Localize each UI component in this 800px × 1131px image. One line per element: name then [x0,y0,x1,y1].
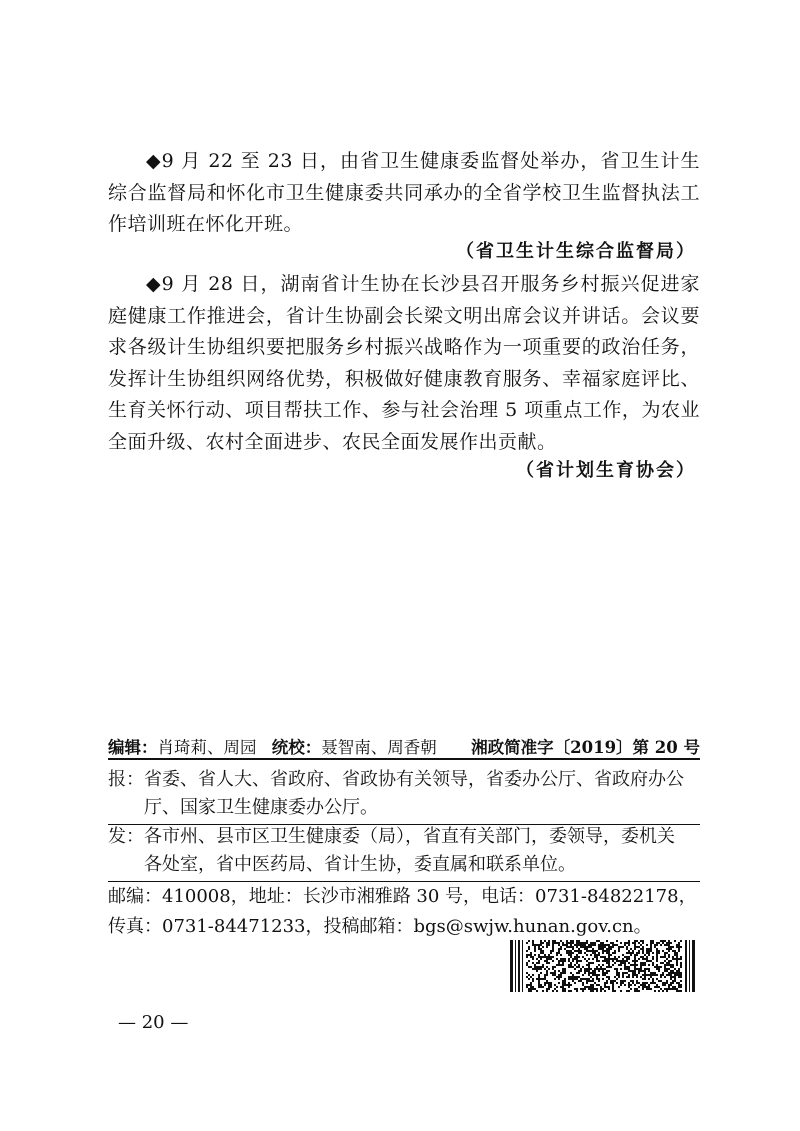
editors-names: 肖琦莉、周园 [157,738,257,757]
article-1-text: ◆9 月 22 至 23 日，由省卫生健康委监督处举办，省卫生计生综合监督局和怀化市卫生健康委共同承办的全省学校卫生监督执法工作培训班在怀化开班。 [108,150,700,235]
send-to-line-1: 发：各市州、县市区卫生健康委（局），省直有关部门，委领导，委机关 [108,826,675,847]
article-2-text: ◆9 月 28 日，湖南省计生协在长沙县召开服务乡村振兴促进家庭健康工作推进会，省计生协副会长梁文明出席会议并讲话。会议要求各级计生协组织要把服务乡村振兴战略作为一项重要的政治任务，发挥计生协组织网络优势，积极做好健康教育服务、幸福家庭评比、生育关怀行动、项目帮扶工作、参与社会治理 5 项重点工作，为农业全面升级、农村全面进步、农民全面发展作出贡献。 [108,273,700,453]
barcode-image [510,940,696,992]
send-to-line-2: 各处室，省中医药局、省计生协，委直属和联系单位。 [144,854,576,875]
contact-line-2: 传真：0731-84471233，投稿邮箱：bgs@swjw.hunan.gov.cn。 [108,916,652,937]
divider-bottom [108,881,700,882]
page-number: — 20 — [118,1012,189,1033]
report-to-line-1: 报：省委、省人大、省政府、省政协有关领导，省委办公厅、省政府办公 [108,769,684,790]
proof-label: 统校： [271,738,322,757]
editorial-line [108,734,700,758]
editors-label: 编辑： [108,738,158,757]
report-to-line-2: 厅、国家卫生健康委办公厅。 [144,797,378,818]
permit-number: 湘政简准字〔2019〕第 20 号 [471,738,700,757]
article-2-source: （省计划生育协会） [516,460,696,481]
article-1-source: （省卫生计生综合监督局） [456,241,696,262]
proofers-names: 聂智南、周香朝 [321,738,437,757]
divider-top [108,758,700,760]
contact-line-1: 邮编：410008，地址：长沙市湘雅路 30 号，电话：0731-84822178， [108,886,697,907]
